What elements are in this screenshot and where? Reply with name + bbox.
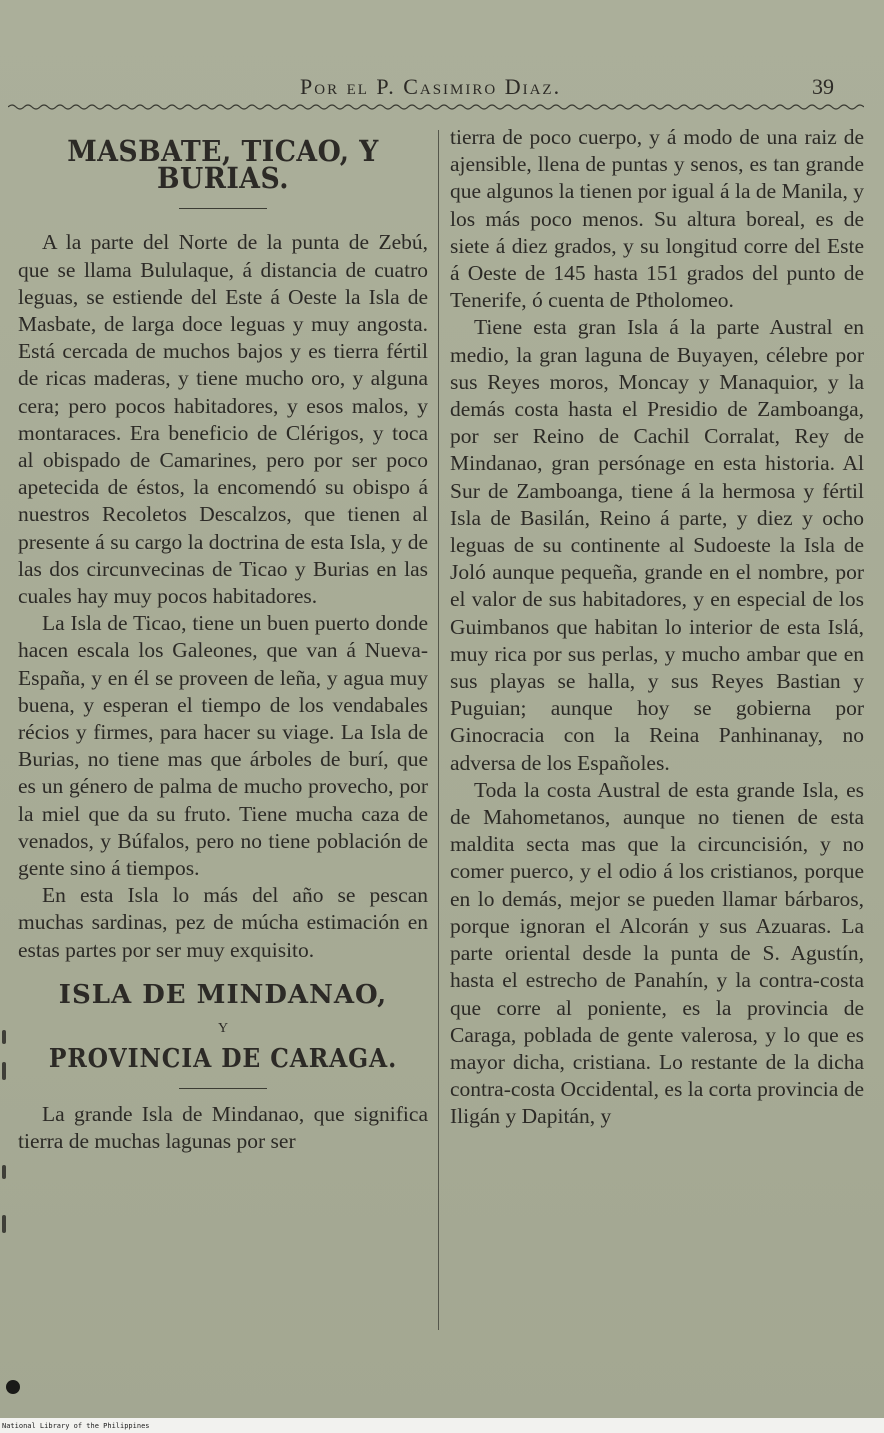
section-title-caraga: PROVINCIA DE CARAGA. (48, 1044, 398, 1075)
title-rule (179, 208, 267, 209)
page-number: 39 (812, 74, 834, 99)
margin-mark (2, 1030, 6, 1044)
paragraph: tierra de poco cuerpo, y á modo de una raiz de ajensible, llena de puntas y senos, es tan grande que algunos la tienen por igual á la de Manila, y los más poco menos. Su altura boreal, es de siete á diez grados, y su longitud corre del Este á Oeste de 145 hasta 151 grados del punto de Tenerife, ó cuenta de Ptholomeo. (450, 125, 864, 313)
paragraph: Tiene esta gran Isla á la parte Austral en medio, la gran laguna de Buyayen, célebre por sus Reyes moros, Moncay y Manaquior, y la demás costa hasta el Presidio de Zamboanga, por ser Reino de Cachil Corralat, Rey de Mindanao, gran persónage en esta historia. Al Sur de Zamboanga, tiene á la hermosa y fértil Isla de Basilán, Reino á parte, y diez y ocho leguas de su continente al Sudoeste la Isla de Joló aunque pequeña, grande en el nombre, por el valor de sus habitadores, y en especial de los Guimbanos que habitan lo interior de esta Islá, muy rica por sus perlas, y mucho ambar que en sus playas se halla, y sus Reyes Bastian y Puguian; aunque hoy se gobierna por Ginocracia con la Reina Panhinanay, no adversa de los Españoles. (450, 315, 864, 775)
section-title-masbate: MASBATE, TICAO, Y BURIAS. (67, 134, 379, 196)
paragraph: Toda la costa Austral de esta grande Isla, es de Mahometanos, aunque no tienen de esta maldita secta mas que la circuncisión, y no comer puerco, y el odio á los cristianos, porque en lo demás, mejor se pueden llamar bárbaros, porque ignoran el Alcorán y sus Azuaras. La parte oriental desde la punta de S. Agustín, hasta el estrecho de Panahín, y la contra-costa que corre al poniente, es la provincia de Caraga, poblada de gente valerosa, y lo que es mayor dicha, cristiana. Lo restante de la dicha contra-costa Occidental, es la corta provincia de Iligán y Dapitán, y (450, 777, 864, 1129)
margin-mark (2, 1062, 6, 1080)
title-rule (179, 1088, 267, 1089)
header-title: Por el P. Casimiro Diaz. (300, 74, 562, 99)
paragraph: A la parte del Norte de la punta de Zebú, que se llama Bululaque, á distancia de cuatro leguas, se estiende del Este á Oeste la Isla de Masbate, de larga doce leguas y muy angosta. Está cercada de muchos bajos y es tierra fértil de ricas maderas, y tiene mucho oro, y alguna cera; pero pocos habitadores, y esos malos, y montaraces. Era beneficio de Clérigos, y toca al obispado de Camarines, pero por ser poco apetecida de éstos, la encomendó su obispo á nuestros Recoletos Descalzos, que tienen al presente á su cargo la doctrina de esta Isla, y de las dos circunvecinas de Ticao y Burias en las cuales hay muy pocos habitadores. (18, 230, 428, 609)
library-credit: National Library of the Philippines (2, 1422, 150, 1430)
column-divider (438, 130, 439, 1330)
ink-spot (6, 1380, 20, 1394)
left-column (18, 124, 428, 1155)
paragraph: La Isla de Ticao, tiene un buen puerto donde hacen escala los Galeones, que van á Nueva-España, y en él se proveen de leña, y agua muy buena, y esperan el tiempo de los vendabales récios y firmes, para hacer su viage. La Isla de Burias, no tiene mas que árboles de burí, que es un género de palma de mucho provecho, por la miel que da su fruto. Tiene mucha caza de venados, y Búfalos, pero no tiene población de gente sino á tiempos. (18, 611, 428, 881)
wavy-rule-ornament (8, 100, 864, 114)
right-column (450, 124, 864, 1131)
paragraph: La grande Isla de Mindanao, que significa tierra de muchas lagunas por ser (18, 1101, 428, 1153)
margin-mark (2, 1215, 6, 1233)
margin-mark (2, 1165, 6, 1179)
section-title-mindanao: ISLA DE MINDANAO, (58, 979, 388, 1010)
section-title-conjunction: Y (217, 1021, 229, 1037)
running-header (0, 70, 884, 102)
paragraph: En esta Isla lo más del año se pescan muchas sardinas, pez de múcha estimación en estas partes por ser muy exquisito. (18, 883, 428, 962)
